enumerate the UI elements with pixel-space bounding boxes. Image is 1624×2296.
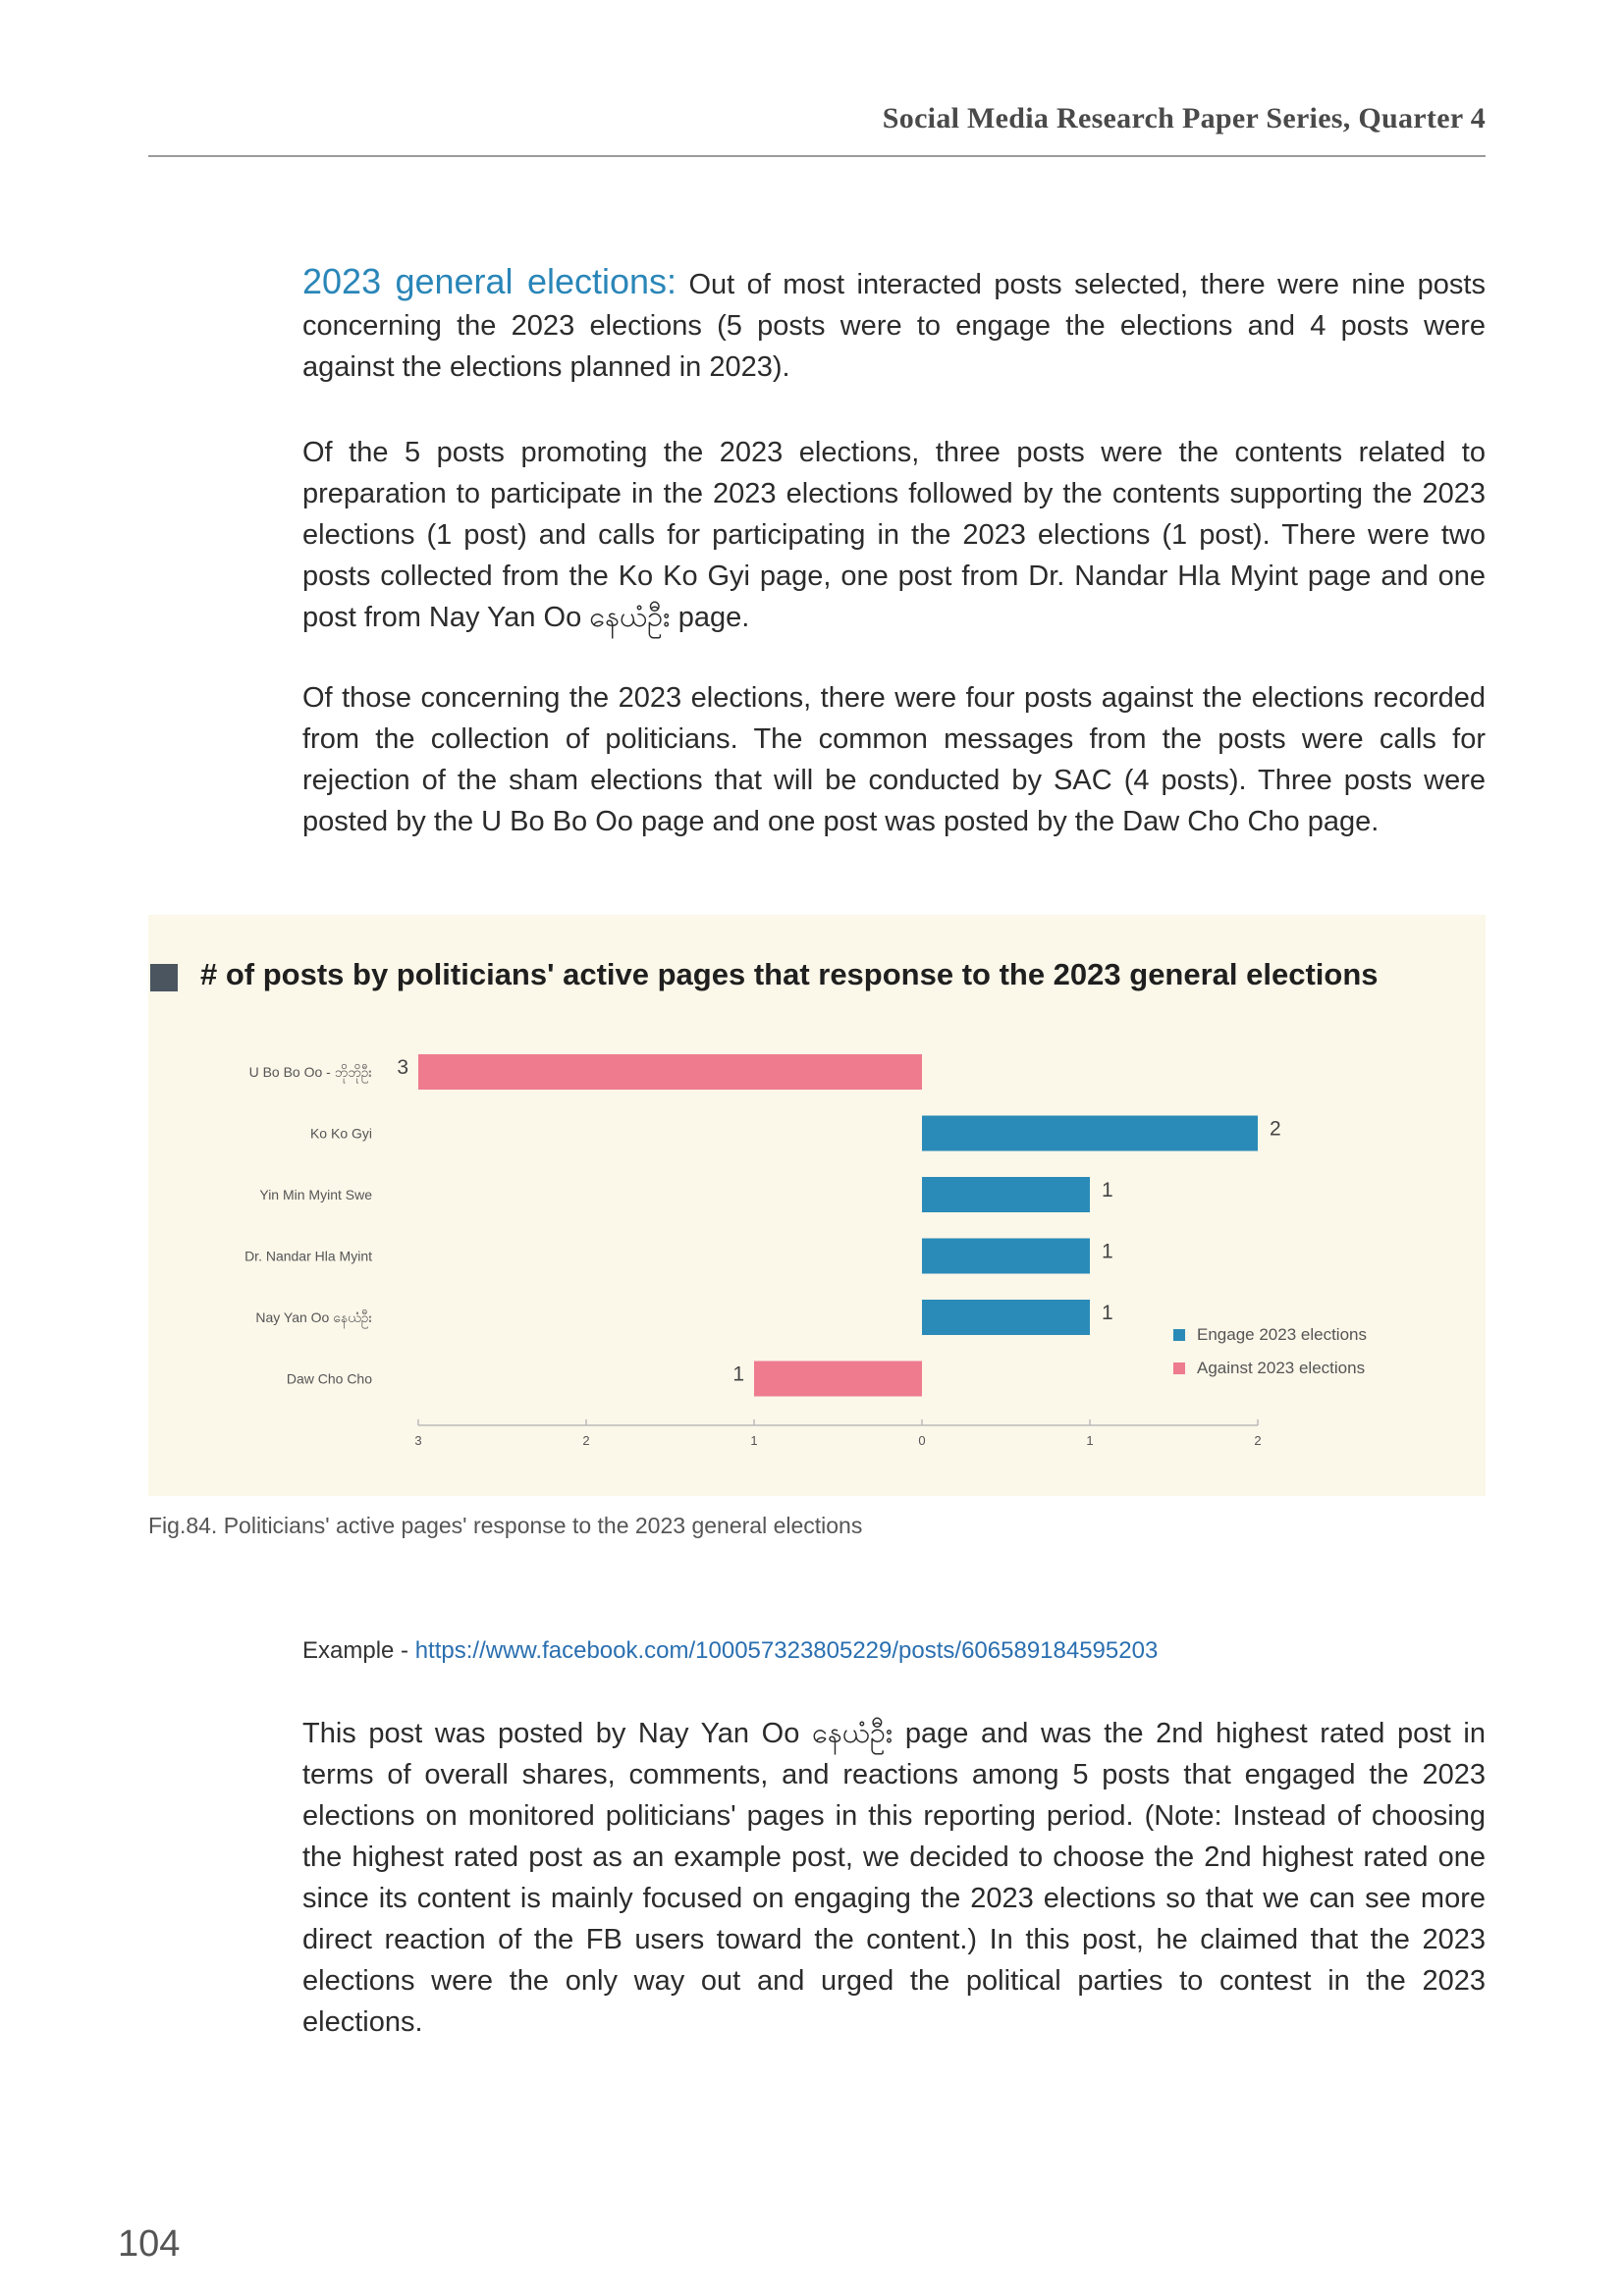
bar-value-label: 1 <box>1102 1302 1113 1324</box>
bar-value-label: 1 <box>1102 1179 1113 1201</box>
category-label: Nay Yan Oo နေယံဦး <box>255 1309 372 1325</box>
bar-engage <box>922 1177 1090 1212</box>
chart-title: # of posts by politicians' active pages that response to the 2023 general elections <box>200 957 1379 991</box>
paragraph-intro <box>302 261 1486 388</box>
paragraph-against: Of those concerning the 2023 elections, there were four posts against the elections recorded from the collection of politicians. The common messages from the posts were calls for rejection of the sham elections that will be conducted by SAC (4 posts). Three posts were posted by the U Bo Bo Oo page and one post was posted by the Daw Cho Cho page. <box>302 682 1486 837</box>
legend-swatch <box>1173 1362 1185 1374</box>
example-label: Example - <box>302 1637 415 1664</box>
paragraph-intro-text: Out of most interacted posts selected, there were nine posts concerning the 2023 elections (5 posts were to engage the elections and 4 posts were against the elections planned in 2023). <box>302 269 1486 383</box>
bar-engage <box>922 1239 1090 1274</box>
bar-against <box>754 1362 922 1397</box>
figure-caption: Fig.84. Politicians' active pages' response to the 2023 general elections <box>148 1513 863 1538</box>
bar-engage <box>922 1300 1090 1335</box>
running-title: Social Media Research Paper Series, Quarter 4 <box>882 102 1486 134</box>
x-tick-label: 2 <box>1254 1433 1262 1448</box>
section-lead: 2023 general elections: <box>302 261 677 301</box>
example-line <box>302 1637 1158 1665</box>
x-tick-label: 1 <box>1086 1433 1094 1448</box>
category-label: Dr. Nandar Hla Myint <box>244 1248 372 1264</box>
category-label: Yin Min Myint Swe <box>259 1187 372 1202</box>
chart-panel <box>148 915 1486 1496</box>
bar-value-label: 3 <box>397 1056 408 1079</box>
x-tick-label: 2 <box>582 1433 590 1448</box>
category-label: Daw Cho Cho <box>286 1370 372 1387</box>
category-label: Ko Ko Gyi <box>309 1125 372 1142</box>
x-tick-label: 1 <box>750 1433 758 1448</box>
bar-engage <box>922 1116 1258 1151</box>
page-number: 104 <box>118 2223 181 2265</box>
bar-value-label: 1 <box>732 1362 744 1386</box>
bar-value-label: 1 <box>1102 1240 1113 1263</box>
running-header <box>148 102 1486 157</box>
legend-label: Against 2023 elections <box>1197 1359 1366 1377</box>
bar-value-label: 2 <box>1270 1117 1281 1141</box>
paragraph-promoting: Of the 5 posts promoting the 2023 elections, three posts were the contents related to preparation to participate in the 2023 elections followed by the contents supporting the 2023 elections (1 post) and calls for participating in the 2023 elections (1 post). There were two posts collected from the Ko Ko Gyi page, one post from Dr. Nandar Hla Myint page and one post from Nay Yan Oo နေယံဦး page. <box>302 437 1486 633</box>
example-link[interactable]: https://www.facebook.com/100057323805229/posts/606589184595203 <box>414 1637 1159 1664</box>
x-tick-label: 0 <box>918 1433 926 1448</box>
x-tick-label: 3 <box>414 1433 422 1448</box>
bar-chart <box>148 915 1486 1496</box>
bar-against <box>418 1054 922 1090</box>
legend-label: Engage 2023 elections <box>1197 1325 1367 1344</box>
legend-swatch <box>1173 1329 1185 1341</box>
paragraph-example: This post was posted by Nay Yan Oo နေယံဦး page and was the 2nd highest rated post in terms of overall shares, comments, and reactions among 5 posts that engaged the 2023 elections on monitored politicians' pages in this reporting period. (Note: Instead of choosing the highest rated post as an example post, we decided to choose the 2nd highest rated one since its content is mainly focused on engaging the 2023 elections so that we can see more direct reaction of the FB users toward the content.) In this post, he claimed that the 2023 elections were the only way out and urged the political parties to contest in the 2023 elections. <box>302 1718 1486 2038</box>
category-label: U Bo Bo Oo - ဘိုဘိုဦး <box>248 1064 372 1080</box>
